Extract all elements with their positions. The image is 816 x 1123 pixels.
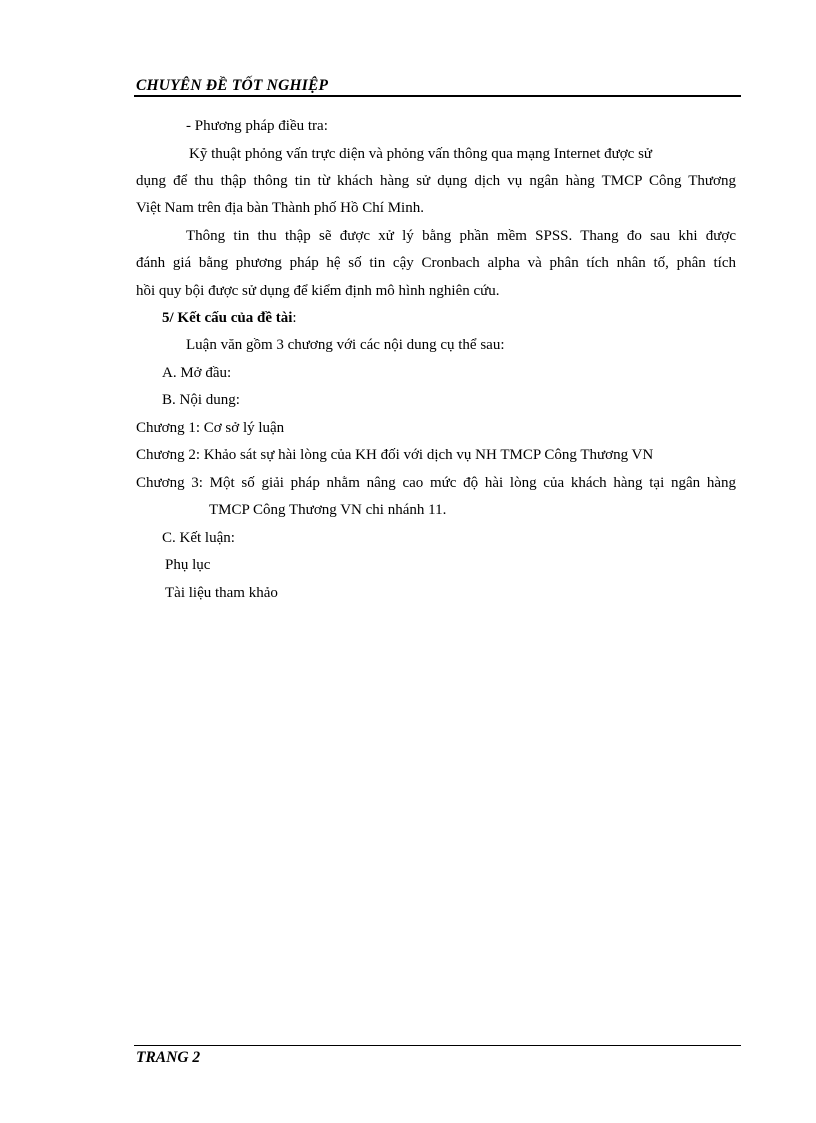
document-header-title: CHUYÊN ĐỀ TỐT NGHIỆP	[136, 77, 329, 94]
appendix: Phụ lục	[165, 557, 211, 573]
method-paragraph-1-line-2	[136, 172, 736, 190]
chapter-3-line-1	[136, 474, 736, 492]
references: Tài liệu tham khảo	[165, 585, 278, 601]
footer-divider	[134, 1045, 741, 1046]
page-number: TRANG 2	[136, 1049, 201, 1066]
header-divider	[134, 95, 741, 97]
list-item-a: A. Mở đầu:	[162, 365, 232, 381]
method-paragraph-2-line-1	[186, 227, 736, 245]
chapter-2: Chương 2: Khảo sát sự hài lòng của KH đối với dịch vụ NH TMCP Công Thương VN	[136, 447, 654, 463]
method-paragraph-1-line-3: Việt Nam trên địa bàn Thành phố Hồ Chí Minh.	[136, 200, 424, 216]
structure-intro: Luận văn gồm 3 chương với các nội dung cụ thể sau:	[186, 337, 505, 353]
method-paragraph-2-line-3: hồi quy bội được sử dụng để kiểm định mô hình nghiên cứu.	[136, 283, 500, 299]
method-label: - Phương pháp điều tra:	[186, 118, 328, 134]
method-paragraph-1-line-1: Kỹ thuật phỏng vấn trực diện và phỏng vấn thông qua mạng Internet được sử	[189, 146, 653, 162]
section-heading-text: 5/ Kết cấu của đề tài	[162, 310, 293, 326]
list-item-c: C. Kết luận:	[162, 530, 235, 546]
method-paragraph-1-line-2-text: dụng để thu thập thông tin từ khách hàng sử dụng dịch vụ ngân hàng TMCP Công Thương	[136, 173, 736, 189]
method-paragraph-2-line-1-text: Thông tin thu thập sẽ được xử lý bằng phần mềm SPSS. Thang đo sau khi được	[186, 228, 736, 244]
list-item-b: B. Nội dung:	[162, 392, 240, 408]
section-heading	[162, 309, 297, 327]
chapter-3-line-2: TMCP Công Thương VN chi nhánh 11.	[209, 502, 447, 518]
method-paragraph-2-line-2	[136, 254, 736, 272]
method-paragraph-2-line-2-text: đánh giá bằng phương pháp hệ số tin cậy Cronbach alpha và phân tích nhân tố, phân tích	[136, 255, 736, 271]
section-heading-colon: :	[292, 310, 297, 326]
chapter-3-line-1-text: Chương 3: Một số giải pháp nhằm nâng cao mức độ hài lòng của khách hàng tại ngân hàng	[136, 475, 736, 491]
chapter-1: Chương 1: Cơ sở lý luận	[136, 420, 285, 436]
